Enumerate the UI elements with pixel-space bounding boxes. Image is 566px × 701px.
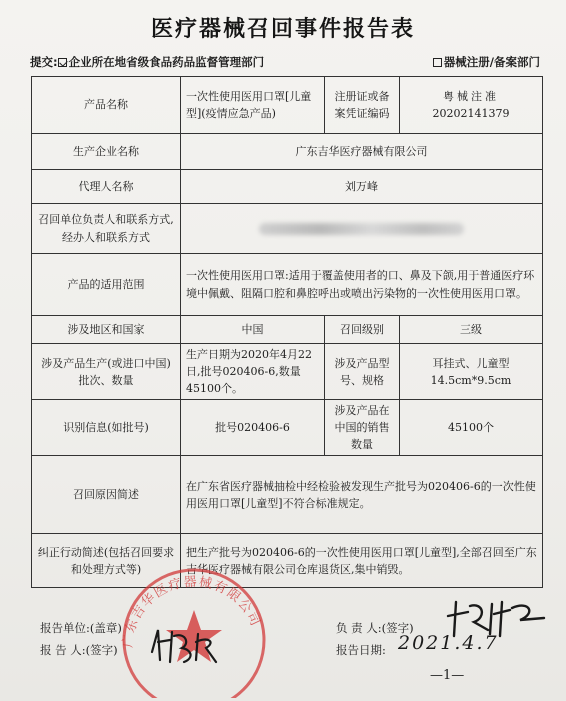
region-label: 涉及地区和国家 [32,316,181,344]
submit-line [30,54,264,70]
document-title: 医疗器械召回事件报告表 [150,17,415,42]
row-action [32,534,543,588]
row-batch [32,344,543,400]
reason-value: 在广东省医疗器械抽检中经检验被发现生产批号为020406-6的一次性使用医用口罩[儿童型]不符合标准规定。 [181,456,543,534]
region-value: 中国 [181,316,325,344]
manufacturer-value: 广东吉华医疗器械有限公司 [181,134,543,170]
redacted-contact [259,223,464,235]
model-value: 耳挂式、儿童型 14.5cm*9.5cm [400,344,543,400]
recall-contact-value [181,204,543,254]
sales-value: 45100个 [400,400,543,456]
product-name-label: 产品名称 [32,77,181,134]
checked-box-icon[interactable] [58,58,67,67]
sales-label: 涉及产品在中国的销售数量 [325,400,400,456]
page-number: —1— [430,668,465,683]
reporter-signature-icon [146,622,236,668]
submit-prefix: 提交: [30,55,58,69]
row-recall-contact [32,204,543,254]
product-name-value: 一次性使用医用口罩[儿童型](疫情应急产品) [181,77,325,134]
scope-value: 一次性使用医用口罩:适用于覆盖使用者的口、鼻及下颌,用于普通医疗环境中佩戴、阻隔口腔和鼻腔呼出或喷出污染物的一次性使用医用口罩。 [181,254,543,316]
recall-contact-label: 召回单位负责人和联系方式,经办人和联系方式 [32,204,181,254]
scope-label: 产品的适用范围 [32,254,181,316]
action-label: 纠正行动简述(包括召回要求和处理方式等) [32,534,181,588]
identify-label: 识别信息(如批号) [32,400,181,456]
row-product-name [32,77,543,134]
identify-value: 批号020406-6 [181,400,325,456]
action-value: 把生产批号为020406-6的一次性使用医用口罩[儿童型],全部召回至广东吉华医疗器械有限公司仓库退货区,集中销毁。 [181,534,543,588]
row-manufacturer [32,134,543,170]
recall-level-value: 三级 [400,316,543,344]
handwritten-date: 2021.4.7 [398,632,499,654]
recall-level-label: 召回级别 [325,316,400,344]
row-region [32,316,543,344]
recall-form-table [31,76,543,588]
report-date-label: 报告日期: [336,643,386,657]
reg-code-value: 粤械注准 20202141379 [400,77,543,134]
responsible-label: 负 责 人:(签字) [336,621,414,635]
empty-box-icon[interactable] [433,58,442,67]
model-label: 涉及产品型号、规格 [325,344,400,400]
submit-option-provincial: 企业所在地省级食品药品监督管理部门 [68,55,265,69]
manufacturer-label: 生产企业名称 [32,134,181,170]
row-reason [32,456,543,534]
submit-option-registration: 器械注册/备案部门 [433,54,540,70]
row-identify [32,400,543,456]
batch-label: 涉及产品生产(或进口中国)批次、数量 [32,344,181,400]
reason-label: 召回原因简述 [32,456,181,534]
row-scope [32,254,543,316]
batch-value: 生产日期为2020年4月22日,批号020406-6,数量45100个。 [181,344,325,400]
agent-label: 代理人名称 [32,170,181,204]
svg-text:广东吉华医疗器械有限公司: 广东吉华医疗器械有限公司 [120,574,264,649]
report-unit-label: 报告单位:(盖章) [40,621,122,635]
reg-code-label: 注册证或备案凭证编码 [325,77,400,134]
agent-value: 刘万峰 [181,170,543,204]
reporter-label: 报 告 人:(签字) [40,643,118,657]
row-agent [32,170,543,204]
